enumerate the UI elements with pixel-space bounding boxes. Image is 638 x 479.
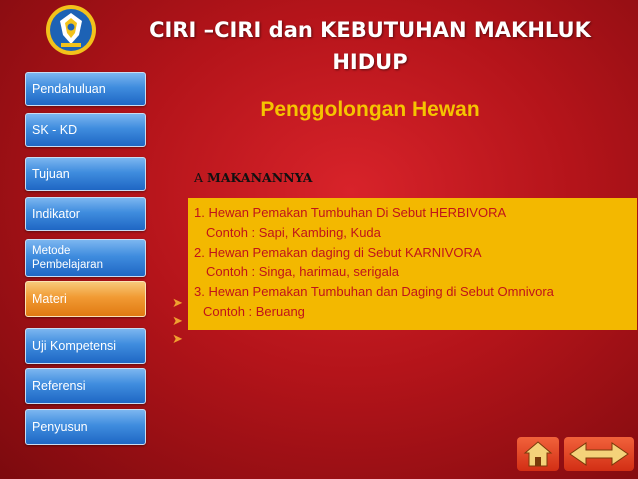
sidebar-item-indikator[interactable] xyxy=(25,197,146,231)
section-title: MAKANANNYA xyxy=(207,170,313,185)
home-button[interactable] xyxy=(517,437,559,471)
content-box xyxy=(188,198,637,330)
sidebar-item-tujuan[interactable] xyxy=(25,157,146,191)
section-subtitle: Penggolongan Hewan xyxy=(260,98,480,121)
sidebar-item-penyusun[interactable] xyxy=(25,409,146,445)
nav-arrows-button[interactable] xyxy=(564,437,634,471)
sidebar-item-label: Uji Kompetensi xyxy=(32,339,117,353)
sidebar-item-label: Pendahuluan xyxy=(32,82,106,96)
section-prefix: A xyxy=(194,170,204,185)
sidebar-item-metode-pembelajaran[interactable] xyxy=(25,239,146,277)
arrow-left-right-icon xyxy=(568,441,630,467)
sidebar-item-sk-kd[interactable] xyxy=(25,113,146,147)
sidebar-item-pendahuluan[interactable] xyxy=(25,72,146,106)
sidebar-item-referensi[interactable] xyxy=(25,368,146,404)
page-title xyxy=(140,14,600,78)
bullet-arrow-icon: ➤ xyxy=(172,332,183,347)
sidebar-item-uji-kompetensi[interactable] xyxy=(25,328,146,364)
content-line: Contoh : Beruang xyxy=(203,303,305,319)
sidebar-item-label: Penyusun xyxy=(32,420,88,434)
sidebar-item-label: Indikator xyxy=(32,207,80,221)
sidebar-item-label: Referensi xyxy=(32,379,86,393)
sidebar-item-materi[interactable] xyxy=(25,281,146,317)
content-line: 1. Hewan Pemakan Tumbuhan Di Sebut HERBIVORA xyxy=(194,205,507,220)
home-icon xyxy=(523,440,553,468)
bullet-arrow-icon: ➤ xyxy=(172,314,183,329)
content-line: Contoh : Sapi, Kambing, Kuda xyxy=(206,224,381,240)
content-line: 3. Hewan Pemakan Tumbuhan dan Daging di Sebut Omnivora xyxy=(194,284,554,300)
sidebar-item-label: Tujuan xyxy=(32,167,70,181)
content-line: 2. Hewan Pemakan daging di Sebut KARNIVORA xyxy=(194,244,482,260)
sidebar-item-label: Materi xyxy=(32,292,67,306)
content-line: Contoh : Singa, harimau, serigala xyxy=(206,264,399,280)
bullet-arrow-icon: ➤ xyxy=(172,296,183,311)
page-title-line2: HIDUP xyxy=(332,50,408,74)
sidebar-item-label: Metode Pembelajaran xyxy=(32,245,103,271)
page-title-line1: CIRI –CIRI dan KEBUTUHAN MAKHLUK xyxy=(149,18,591,42)
section-heading xyxy=(194,170,312,185)
sidebar-item-label: SK - KD xyxy=(32,123,78,137)
logo-icon xyxy=(45,4,97,56)
